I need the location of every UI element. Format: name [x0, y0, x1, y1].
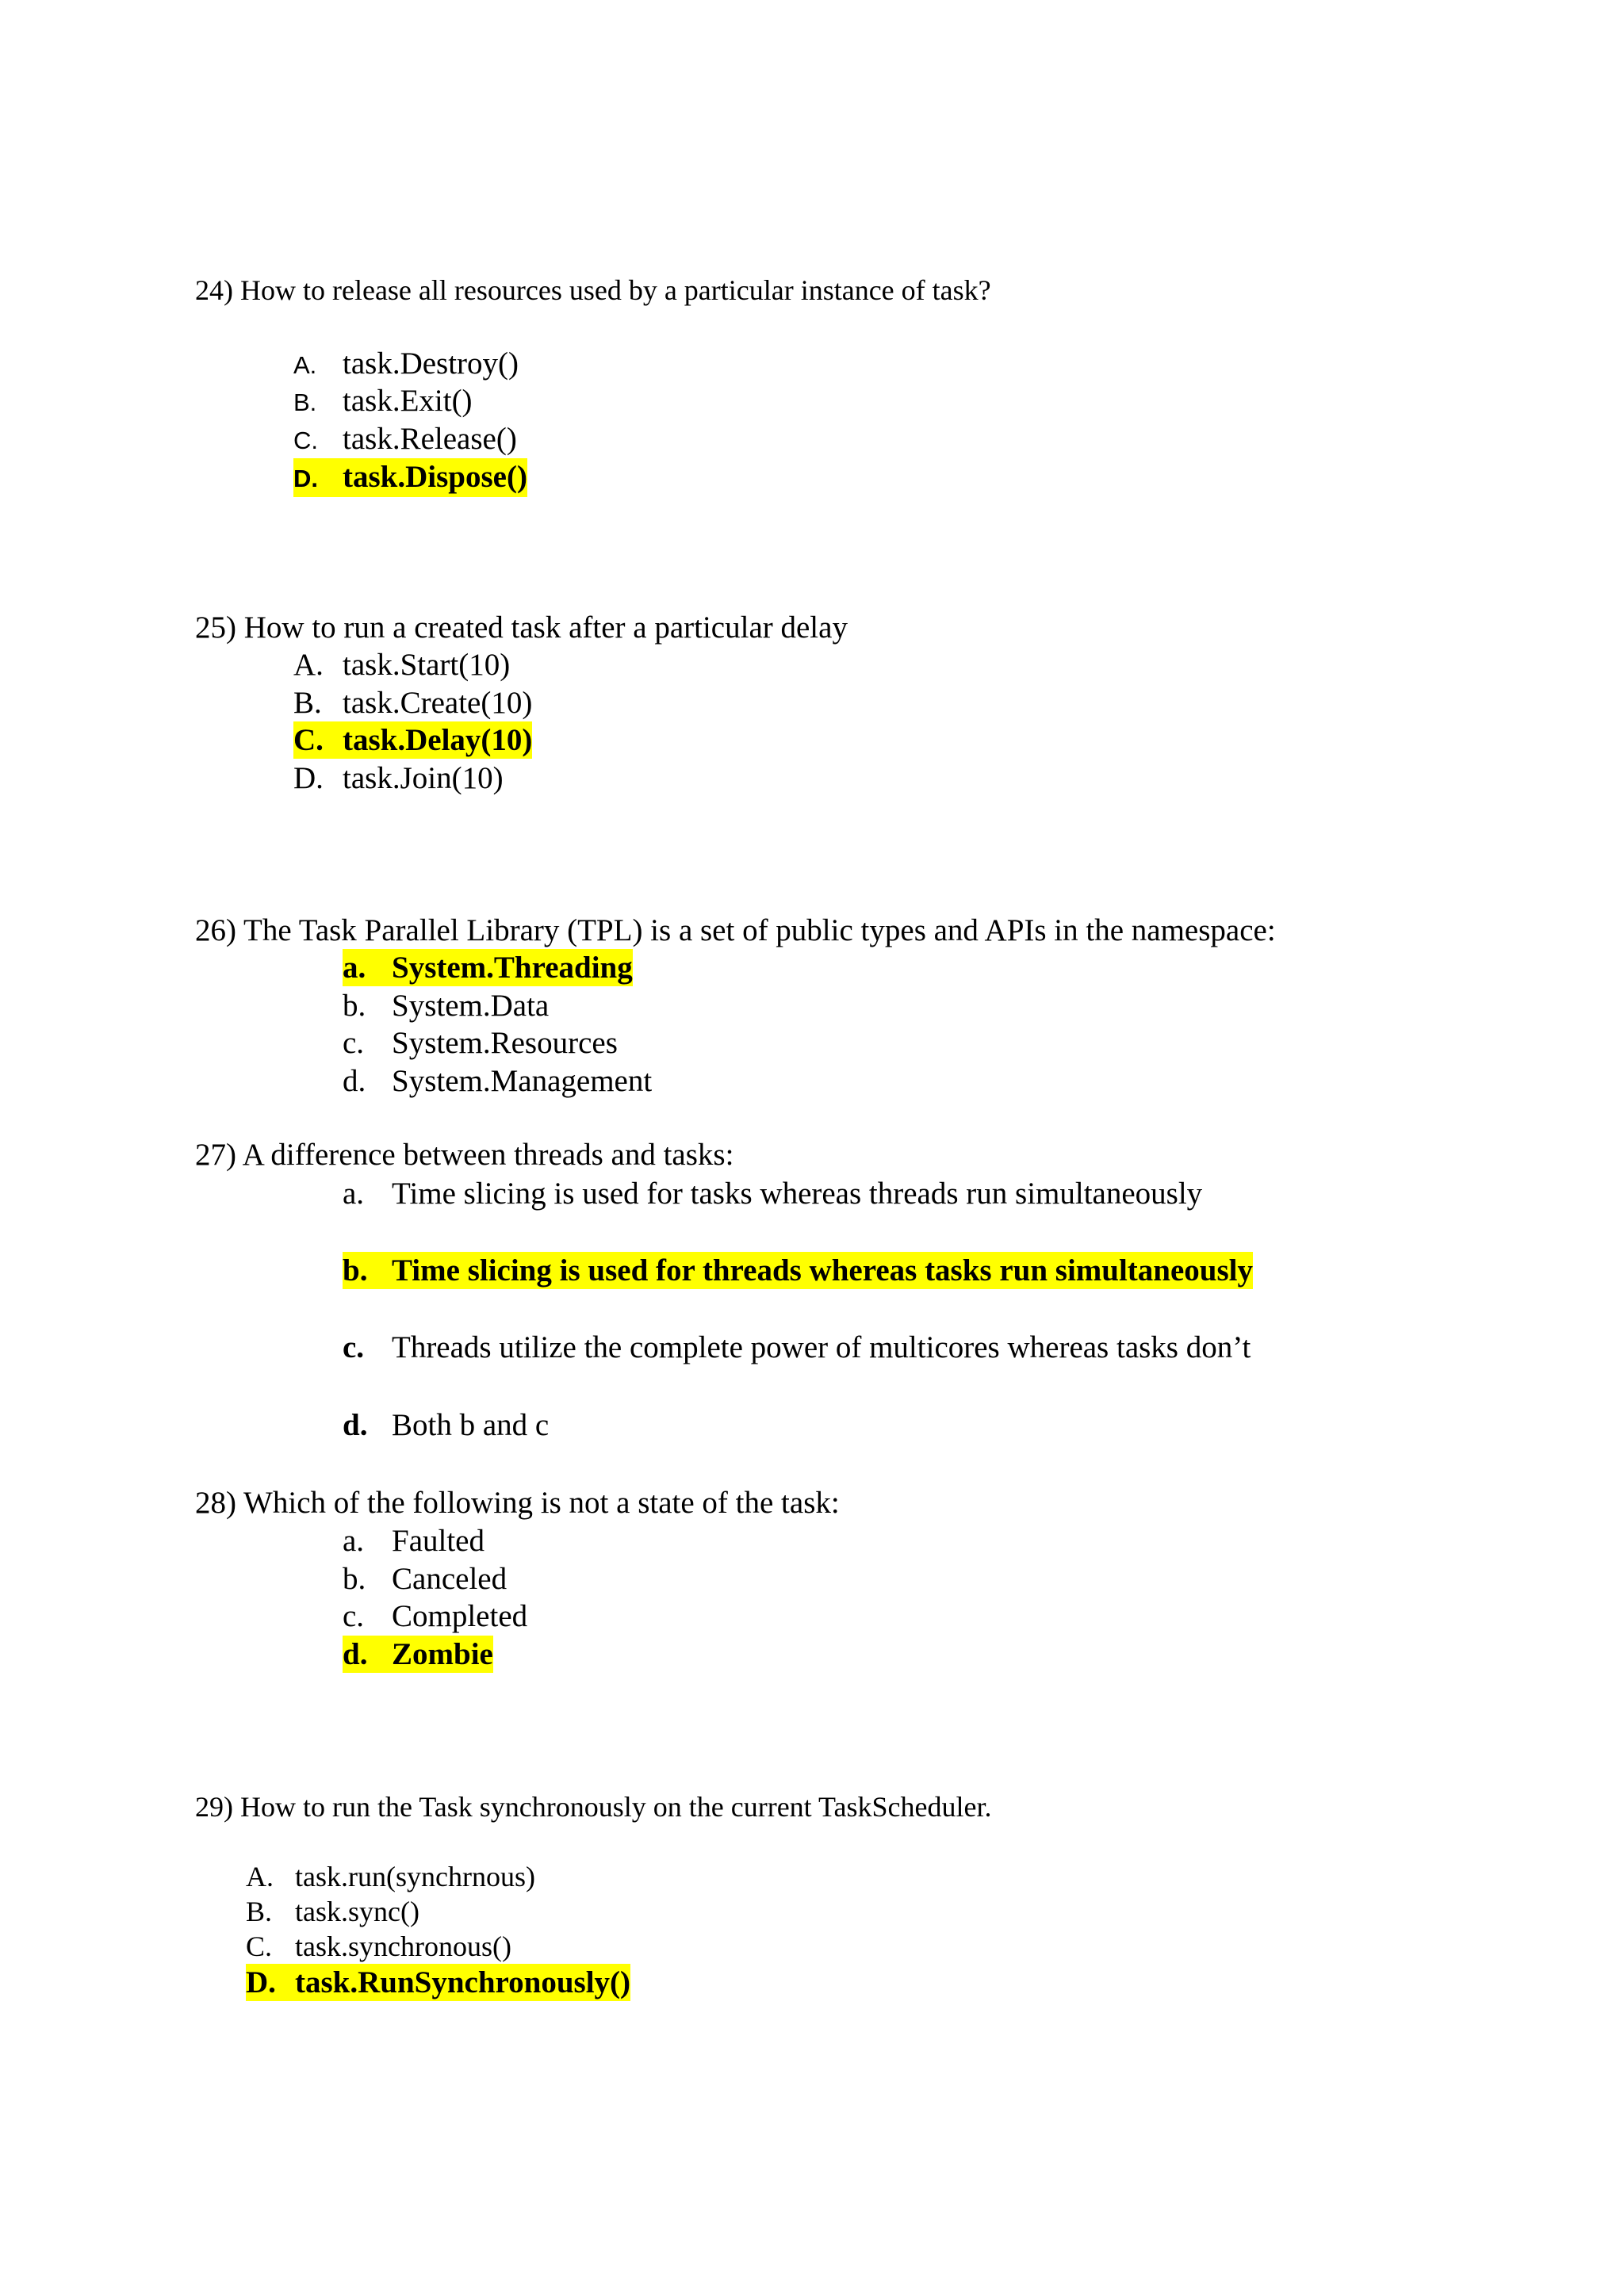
option-a — [293, 345, 519, 384]
option-letter: C. — [293, 723, 324, 757]
option-letter: c. — [343, 1026, 365, 1060]
option-letter: d. — [343, 1064, 366, 1098]
option-a — [343, 1175, 1202, 1212]
option-text: task.RunSynchronously() — [295, 1965, 631, 1999]
option-c — [343, 1024, 618, 1062]
question-title — [195, 1789, 991, 1826]
option-text: task.Release() — [343, 422, 517, 456]
option-text: Threads utilize the complete power of multicores whereas tasks don’t — [392, 1330, 1251, 1364]
question-text: A difference between threads and tasks: — [242, 1138, 734, 1172]
option-c — [246, 1928, 511, 1965]
option-text: Completed — [392, 1599, 528, 1633]
question-title — [195, 912, 1276, 949]
option-b — [343, 1560, 507, 1598]
option-letter: a. — [343, 1177, 365, 1211]
option-letter: D. — [246, 1965, 276, 1999]
option-letter: B. — [293, 686, 322, 720]
option-text: task.Delay(10) — [343, 723, 533, 757]
question-title — [195, 1484, 840, 1521]
option-text: Canceled — [392, 1562, 508, 1596]
option-text: Zombie — [392, 1637, 493, 1671]
option-a — [293, 646, 510, 683]
question-number: 28) — [195, 1486, 236, 1520]
option-letter: D. — [293, 761, 324, 795]
option-text: task.Join(10) — [343, 761, 504, 795]
question-text: How to release all resources used by a particular instance of task? — [240, 274, 991, 306]
option-letter: d. — [343, 1637, 368, 1671]
question-text: The Task Parallel Library (TPL) is a set of public types and APIs in the namespace: — [243, 913, 1276, 947]
option-text: System.Management — [392, 1064, 653, 1098]
option-a — [343, 1522, 485, 1559]
option-text: Time slicing is used for threads whereas tasks run simultaneously — [392, 1253, 1254, 1288]
option-letter: b. — [343, 1562, 366, 1596]
question-text: Which of the following is not a state of the task: — [243, 1486, 840, 1520]
option-d — [343, 1062, 652, 1100]
option-c — [293, 420, 517, 459]
option-text: System.Data — [392, 989, 550, 1023]
option-text: Both b and c — [392, 1408, 550, 1442]
option-letter: C. — [293, 427, 318, 454]
question-number: 26) — [195, 913, 236, 947]
option-letter: a. — [343, 1524, 365, 1558]
option-letter: b. — [343, 989, 366, 1023]
option-a — [246, 1858, 535, 1896]
question-number: 24) — [195, 274, 233, 306]
option-c-answer — [293, 721, 532, 759]
question-title — [195, 609, 848, 646]
question-text: How to run the Task synchronously on the current TaskScheduler. — [240, 1791, 992, 1823]
question-title — [195, 272, 991, 309]
option-text: System.Threading — [392, 951, 633, 985]
option-text: task.Exit() — [343, 384, 473, 418]
option-text: task.Start(10) — [343, 648, 511, 682]
option-text: Time slicing is used for tasks whereas threads run simultaneously — [392, 1177, 1203, 1211]
option-d — [293, 760, 504, 797]
option-text: task.Dispose() — [343, 460, 527, 494]
option-c — [343, 1329, 1251, 1366]
option-b — [293, 684, 532, 721]
option-d — [343, 1406, 549, 1444]
option-letter: c. — [343, 1599, 365, 1633]
option-d-answer — [246, 1964, 630, 2001]
option-text: task.Create(10) — [343, 686, 533, 720]
option-letter: A. — [293, 351, 317, 379]
option-b — [293, 382, 473, 421]
option-letter: A. — [246, 1861, 274, 1892]
question-number: 25) — [195, 610, 236, 645]
option-c — [343, 1598, 527, 1635]
option-text: task.Destroy() — [343, 346, 519, 381]
question-title — [195, 1136, 733, 1173]
option-text: task.sync() — [295, 1896, 419, 1927]
option-letter: B. — [293, 388, 317, 416]
option-letter: d. — [343, 1408, 368, 1442]
question-number: 29) — [195, 1791, 233, 1823]
option-b — [343, 987, 549, 1024]
option-b-answer — [343, 1252, 1253, 1289]
option-letter: C. — [246, 1931, 273, 1962]
question-text: How to run a created task after a particular delay — [243, 610, 848, 645]
option-letter: B. — [246, 1896, 273, 1927]
option-letter: c. — [343, 1330, 365, 1364]
option-letter: A. — [293, 648, 324, 682]
option-letter: b. — [343, 1253, 368, 1288]
option-text: task.synchronous() — [295, 1931, 511, 1962]
option-d-answer — [343, 1636, 493, 1673]
option-text: task.run(synchrnous) — [295, 1861, 535, 1892]
option-letter: D. — [293, 465, 318, 492]
option-text: Faulted — [392, 1524, 485, 1558]
option-d-answer — [293, 458, 527, 497]
option-b — [246, 1893, 419, 1931]
option-a-answer — [343, 949, 633, 986]
option-text: System.Resources — [392, 1026, 618, 1060]
option-letter: a. — [343, 951, 366, 985]
question-number: 27) — [195, 1138, 236, 1172]
